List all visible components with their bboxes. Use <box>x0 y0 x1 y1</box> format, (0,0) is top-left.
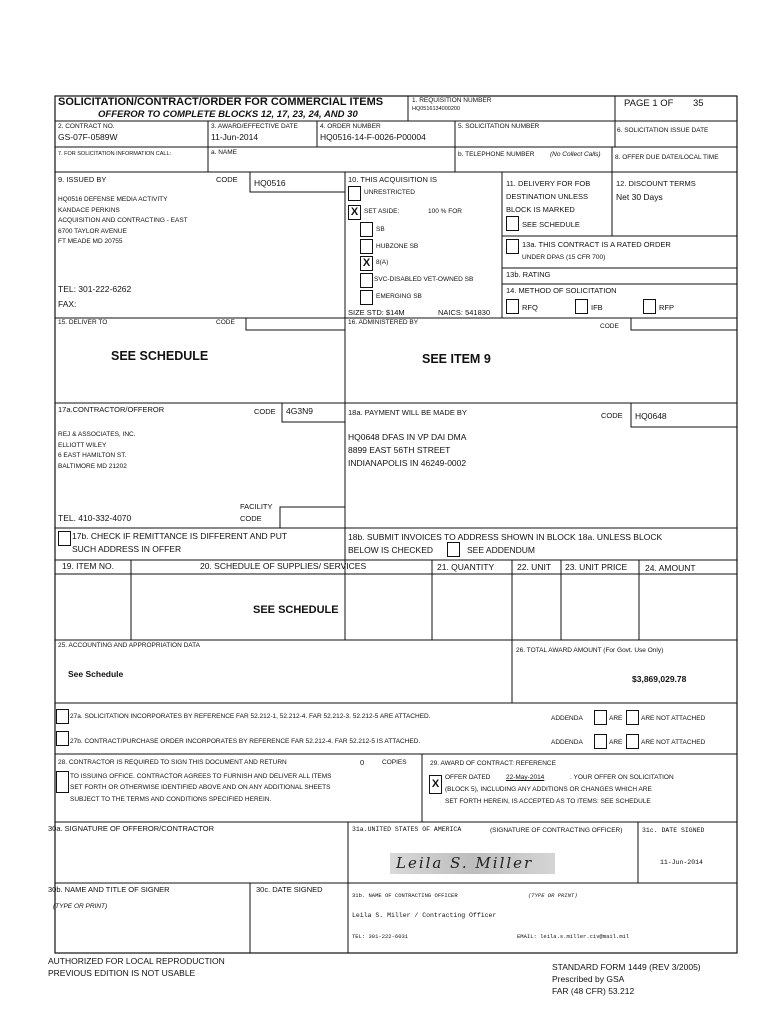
block28-copies: COPIES <box>382 759 407 766</box>
order-no-value: HQ0516-14-F-0026-P00004 <box>320 132 426 142</box>
page-total: 35 <box>693 98 704 109</box>
delivery-label-2: DESTINATION UNLESS <box>506 192 588 201</box>
form-title: SOLICITATION/CONTRACT/ORDER FOR COMMERCIAL ITEMS <box>58 96 384 108</box>
issued-by-code: HQ0516 <box>254 178 286 188</box>
naics: NAICS: 541830 <box>438 308 491 317</box>
deliver-to-code-label: CODE <box>216 319 235 326</box>
27b-are-label: ARE <box>609 739 623 746</box>
set-aside-percent: 100 % FOR <box>428 208 462 215</box>
solicitation-date-label: 6. SOLICITATION ISSUE DATE <box>617 127 709 134</box>
order-no-label: 4. ORDER NUMBER <box>320 123 381 130</box>
block29-line3: (BLOCK 5), INCLUDING ANY ADDITIONS OR CHANGES WHICH ARE <box>445 786 652 793</box>
facility-label: FACILITY <box>240 502 273 511</box>
rfq-checkbox[interactable] <box>506 299 519 314</box>
footer-previous: PREVIOUS EDITION IS NOT USABLE <box>48 968 196 978</box>
signature-offeror-label: 30a. SIGNATURE OF OFFEROR/CONTRACTOR <box>48 824 214 833</box>
size-std: SIZE STD: $14M <box>348 308 405 317</box>
for-info-label: 7. FOR SOLICITATION INFORMATION CALL: <box>58 151 172 157</box>
unrestricted-checkbox[interactable] <box>348 186 361 201</box>
phone-note: (No Collect Calls) <box>550 151 601 158</box>
27a-are-not-label: ARE NOT ATTACHED <box>641 715 706 722</box>
officer-name: Leila S. Miller / Contracting Officer <box>352 912 497 919</box>
contractor-tel: TEL. 410-332-4070 <box>58 513 132 523</box>
block29-line4: SET FORTH HEREIN, IS ACCEPTED AS TO ITEMS: SEE SCHEDULE <box>445 798 651 805</box>
payment-label: 18a. PAYMENT WILL BE MADE BY <box>348 408 467 417</box>
method-label: 14. METHOD OF SOLICITATION <box>506 286 617 295</box>
issued-by-line: KANDACE PERKINS <box>58 207 120 214</box>
administered-by-code-label: CODE <box>600 323 619 330</box>
deliver-to-value: SEE SCHEDULE <box>111 349 209 363</box>
27a-label: 27a. SOLICITATION INCORPORATES BY REFERENCE FAR 52.212-1, 52.212-4. FAR 52.212-3. 52.212-5 ARE ATTACHED. <box>70 713 431 720</box>
issued-by-code-label: CODE <box>216 175 238 184</box>
see-schedule-checkbox[interactable] <box>506 216 519 231</box>
award-date-value: 11-Jun-2014 <box>211 132 259 142</box>
block29-your-offer: . YOUR OFFER ON SOLICITATION <box>570 774 674 781</box>
invoice-label-2: BELOW IS CHECKED <box>348 545 434 555</box>
rfp-label: RFP <box>659 303 674 312</box>
requisition-value: HQ0516134000200 <box>412 106 461 112</box>
block29-offer-dated: OFFER DATED <box>445 774 491 781</box>
unit-price-header: 23. UNIT PRICE <box>565 562 628 572</box>
delivery-label-1: 11. DELIVERY FOR FOB <box>506 179 591 188</box>
contractor-code-label: CODE <box>254 407 276 416</box>
schedule-header: 20. SCHEDULE OF SUPPLIES/ SERVICES <box>200 561 367 571</box>
discount-terms: Net 30 Days <box>616 192 663 202</box>
27b-are-checkbox[interactable] <box>594 734 607 749</box>
date-signed-label: 31c. DATE SIGNED <box>642 827 705 834</box>
block28-line4: SUBJECT TO THE TERMS AND CONDITIONS SPECIFIED HEREIN. <box>70 796 272 803</box>
accounting-label: 25. ACCOUNTING AND APPROPRIATION DATA <box>58 642 200 649</box>
footer-sf: STANDARD FORM 1449 (REV 3/2005) <box>552 962 701 972</box>
set-aside-checkbox[interactable]: X <box>348 205 361 220</box>
payment-line: HQ0648 DFAS IN VP DAI DMA <box>348 432 467 442</box>
administered-by-value: SEE ITEM 9 <box>422 352 491 366</box>
requisition-label: 1. REQUISITION NUMBER <box>412 97 492 104</box>
invoice-label-1: 18b. SUBMIT INVOICES TO ADDRESS SHOWN IN BLOCK 18a. UNLESS BLOCK <box>348 532 663 542</box>
sb-label: SB <box>376 226 385 233</box>
remittance-checkbox[interactable] <box>58 531 71 546</box>
27b-checkbox[interactable] <box>56 731 69 746</box>
payment-line: INDIANAPOLIS IN 46249-0002 <box>348 458 467 468</box>
discount-label: 12. DISCOUNT TERMS <box>616 179 696 188</box>
date-signed-value: 11-Jun-2014 <box>660 859 703 866</box>
ifb-label: IFB <box>591 303 603 312</box>
8a-label: 8(A) <box>376 259 389 266</box>
phone-label: b. TELEPHONE NUMBER <box>458 151 535 158</box>
contract-no-label: 2. CONTRACT NO. <box>58 123 115 130</box>
27a-checkbox[interactable] <box>56 709 69 724</box>
accounting-value: See Schedule <box>68 669 124 679</box>
addendum-checkbox[interactable] <box>447 542 460 557</box>
signer-name-label: 30b. NAME AND TITLE OF SIGNER <box>48 885 170 894</box>
rfq-label: RFQ <box>522 303 538 312</box>
quantity-header: 21. QUANTITY <box>437 562 495 572</box>
officer-type-print: (TYPE OR PRINT) <box>528 892 578 899</box>
unrestricted-label: UNRESTRICTED <box>364 189 415 196</box>
delivery-label-3: BLOCK IS MARKED <box>506 205 575 214</box>
facility-code-label: CODE <box>240 514 262 523</box>
deliver-to-label: 15. DELIVER TO <box>58 319 108 326</box>
page-label: PAGE 1 OF <box>624 98 674 109</box>
issued-by-fax: FAX: <box>58 299 77 309</box>
hubzone-checkbox[interactable] <box>360 239 373 254</box>
emerging-sb-label: EMERGING SB <box>376 293 422 300</box>
form-subtitle: OFFEROR TO COMPLETE BLOCKS 12, 17, 23, 24, AND 30 <box>98 109 358 120</box>
addendum-label: SEE ADDENDUM <box>467 545 536 555</box>
issued-by-label: 9. ISSUED BY <box>58 175 107 184</box>
solicitation-no-label: 5. SOLICITATION NUMBER <box>458 123 540 130</box>
contractor-line: ELLIOTT WILEY <box>58 442 107 449</box>
issued-by-line: 6700 TAYLOR AVENUE <box>58 228 127 235</box>
payment-code: HQ0648 <box>635 411 667 421</box>
unit-header: 22. UNIT <box>517 562 552 572</box>
officer-tel: TEL: 301-222-6031 <box>352 933 409 940</box>
contractor-line: BALTIMORE MD 21202 <box>58 463 127 470</box>
rated-order-checkbox[interactable] <box>506 239 519 254</box>
footer-far: FAR (48 CFR) 53.212 <box>552 986 635 996</box>
total-award-amount: $3,869,029.78 <box>632 674 687 684</box>
contract-no-value: GS-07F-0589W <box>58 132 118 142</box>
block28-copies-number: 0 <box>360 758 365 767</box>
contractor-code: 4G3N9 <box>286 406 313 416</box>
offer-due-label: 8. OFFER DUE DATE/LOCAL TIME <box>615 154 719 161</box>
payment-line: 8899 EAST 56TH STREET <box>348 445 451 455</box>
acquisition-label: 10. THIS ACQUISITION IS <box>348 175 438 184</box>
27a-are-checkbox[interactable] <box>594 710 607 725</box>
rating-label: 13b. RATING <box>506 270 551 279</box>
block28-line3: SET FORTH OR OTHERWISE IDENTIFIED ABOVE AND ON ANY ADDITIONAL SHEETS <box>70 784 331 791</box>
emerging-sb-checkbox[interactable] <box>360 290 373 305</box>
27a-are-label: ARE <box>609 715 623 722</box>
28-checkbox[interactable] <box>56 771 69 793</box>
remittance-label-1: 17b. CHECK IF REMITTANCE IS DIFFERENT AND PUT <box>72 531 288 541</box>
ifb-checkbox[interactable] <box>575 299 588 314</box>
dpas-label: UNDER DPAS (15 CFR 700) <box>522 254 606 261</box>
officer-signature: Leila S. Miller <box>396 854 534 872</box>
rfp-checkbox[interactable] <box>643 299 656 314</box>
27b-label: 27b. CONTRACT/PURCHASE ORDER INCORPORATES BY REFERENCE FAR 52.212-4. FAR 52.212-5 IS ATTACHED. <box>70 738 421 745</box>
signature-officer-label: (SIGNATURE OF CONTRACTING OFFICER) <box>490 827 623 834</box>
svc-disabled-checkbox[interactable] <box>360 273 373 288</box>
issued-by-line: FT MEADE MD 20755 <box>58 238 123 245</box>
hubzone-label: HUBZONE SB <box>376 243 419 250</box>
amount-header: 24. AMOUNT <box>645 563 696 573</box>
block29-line1: 29. AWARD OF CONTRACT: REFERENCE <box>430 760 556 767</box>
contractor-line: 6 EAST HAMILTON ST. <box>58 452 127 459</box>
issued-by-line: ACQUISITION AND CONTRACTING - EAST <box>58 217 188 224</box>
payment-code-label: CODE <box>601 411 623 420</box>
set-aside-label: SET ASIDE: <box>364 208 400 215</box>
footer-gsa: Prescribed by GSA <box>552 974 625 984</box>
item-no-header: 19. ITEM NO. <box>62 561 114 571</box>
27b-addenda: ADDENDA <box>551 739 583 746</box>
administered-by-label: 16. ADMINISTERED BY <box>348 319 419 326</box>
sb-checkbox[interactable] <box>360 222 373 237</box>
issued-by-tel: TEL: 301-222-6262 <box>58 284 132 294</box>
footer-authorized: AUTHORIZED FOR LOCAL REPRODUCTION <box>48 956 225 966</box>
signer-type-print: (TYPE OR PRINT) <box>53 903 108 910</box>
see-schedule-label: SEE SCHEDULE <box>522 220 580 229</box>
block28-line2: TO ISSUING OFFICE. CONTRACTOR AGREES TO FURNISH AND DELIVER ALL ITEMS <box>70 773 332 780</box>
27a-are-not-checkbox[interactable] <box>626 710 639 725</box>
signature-usa-label: 31a.UNITED STATES OF AMERICA <box>352 826 462 833</box>
contractor-line: REJ & ASSOCIATES, INC. <box>58 431 136 438</box>
award-date-label: 3. AWARD/EFFECTIVE DATE <box>211 123 298 130</box>
27b-are-not-checkbox[interactable] <box>626 734 639 749</box>
officer-email: EMAIL: leila.s.miller.civ@mail.mil <box>517 933 630 940</box>
block29-offer-date: 22-May-2014 <box>506 774 545 781</box>
remittance-label-2: SUCH ADDRESS IN OFFER <box>72 544 182 554</box>
27a-addenda: ADDENDA <box>551 715 583 722</box>
svc-disabled-label: SVC-DISABLED VET-OWNED SB <box>374 276 474 283</box>
8a-checkbox[interactable]: X <box>360 256 373 271</box>
items-value: SEE SCHEDULE <box>253 604 339 616</box>
29-checkbox[interactable]: X <box>429 775 442 794</box>
issued-by-line: HQ0516 DEFENSE MEDIA ACTIVITY <box>58 196 168 203</box>
total-award-label: 26. TOTAL AWARD AMOUNT (For Govt. Use Only) <box>516 647 664 654</box>
signer-date-label: 30c. DATE SIGNED <box>256 885 323 894</box>
name-label: a. NAME <box>211 149 238 156</box>
block28-line1: 28. CONTRACTOR IS REQUIRED TO SIGN THIS DOCUMENT AND RETURN <box>58 759 287 766</box>
rated-order-label: 13a. THIS CONTRACT IS A RATED ORDER <box>522 240 671 249</box>
27b-are-not-label: ARE NOT ATTACHED <box>641 739 706 746</box>
officer-name-label: 31b. NAME OF CONTRACTING OFFICER <box>352 892 458 899</box>
contractor-label: 17a.CONTRACTOR/OFFEROR <box>58 405 165 414</box>
